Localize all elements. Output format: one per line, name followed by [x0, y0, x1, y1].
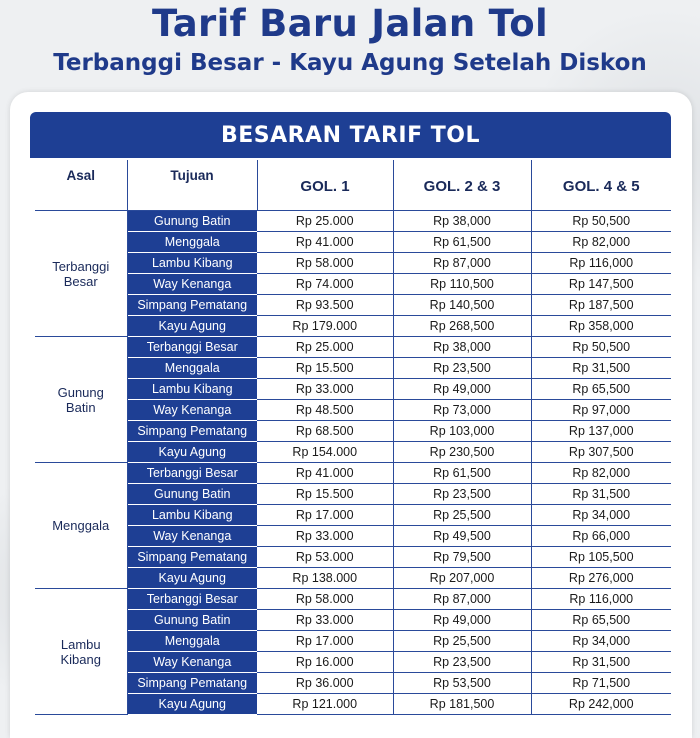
table-row [35, 526, 671, 547]
tariff-gol-4-5-cell: Rp 71,500 [531, 673, 671, 694]
origin-cell: Gunung Batin [35, 337, 127, 463]
header-tujuan: Tujuan [127, 160, 257, 211]
tariff-gol-4-5-cell: Rp 82,000 [531, 232, 671, 253]
destination-cell: Simpang Pematang [127, 547, 257, 568]
tariff-gol-2-3-cell: Rp 49,000 [393, 379, 531, 400]
destination-cell: Lambu Kibang [127, 505, 257, 526]
tariff-gol-2-3-cell: Rp 110,500 [393, 274, 531, 295]
destination-cell: Menggala [127, 631, 257, 652]
table-row [35, 589, 671, 610]
destination-cell: Terbanggi Besar [127, 589, 257, 610]
tariff-gol-2-3-cell: Rp 23,500 [393, 652, 531, 673]
destination-cell: Terbanggi Besar [127, 463, 257, 484]
table-row [35, 505, 671, 526]
destination-cell: Menggala [127, 358, 257, 379]
tariff-gol-4-5-cell: Rp 116,000 [531, 253, 671, 274]
tariff-gol-1-cell: Rp 58.000 [257, 253, 393, 274]
destination-cell: Kayu Agung [127, 694, 257, 715]
tariff-gol-1-cell: Rp 121.000 [257, 694, 393, 715]
tariff-gol-4-5-cell: Rp 31,500 [531, 358, 671, 379]
tariff-gol-2-3-cell: Rp 23,500 [393, 484, 531, 505]
tariff-gol-1-cell: Rp 33.000 [257, 610, 393, 631]
tariff-gol-2-3-cell: Rp 49,000 [393, 610, 531, 631]
destination-cell: Kayu Agung [127, 442, 257, 463]
tariff-gol-4-5-cell: Rp 187,500 [531, 295, 671, 316]
tariff-gol-4-5-cell: Rp 31,500 [531, 652, 671, 673]
destination-cell: Way Kenanga [127, 400, 257, 421]
header-gol-2-3: GOL. 2 & 3 [393, 160, 531, 211]
tariff-gol-2-3-cell: Rp 268,500 [393, 316, 531, 337]
table-row [35, 484, 671, 505]
tariff-gol-1-cell: Rp 179.000 [257, 316, 393, 337]
table-row [35, 379, 671, 400]
tariff-gol-4-5-cell: Rp 242,000 [531, 694, 671, 715]
destination-cell: Gunung Batin [127, 211, 257, 232]
tariff-gol-2-3-cell: Rp 87,000 [393, 589, 531, 610]
tariff-gol-4-5-cell: Rp 358,000 [531, 316, 671, 337]
table-row [35, 295, 671, 316]
tariff-gol-1-cell: Rp 33.000 [257, 379, 393, 400]
tariff-gol-1-cell: Rp 68.500 [257, 421, 393, 442]
header-gol-4-5: GOL. 4 & 5 [531, 160, 671, 211]
tariff-gol-1-cell: Rp 25.000 [257, 337, 393, 358]
tariff-gol-2-3-cell: Rp 79,500 [393, 547, 531, 568]
table-header-row [35, 160, 671, 211]
table-row [35, 547, 671, 568]
tariff-gol-1-cell: Rp 138.000 [257, 568, 393, 589]
tariff-gol-2-3-cell: Rp 140,500 [393, 295, 531, 316]
table-body [35, 211, 671, 715]
tariff-gol-4-5-cell: Rp 65,500 [531, 610, 671, 631]
tariff-gol-1-cell: Rp 58.000 [257, 589, 393, 610]
tariff-gol-2-3-cell: Rp 103,000 [393, 421, 531, 442]
destination-cell: Gunung Batin [127, 484, 257, 505]
tariff-gol-4-5-cell: Rp 137,000 [531, 421, 671, 442]
table-row [35, 673, 671, 694]
table-row [35, 421, 671, 442]
tariff-gol-1-cell: Rp 15.500 [257, 484, 393, 505]
tariff-gol-1-cell: Rp 15.500 [257, 358, 393, 379]
tariff-gol-2-3-cell: Rp 181,500 [393, 694, 531, 715]
tariff-banner: BESARAN TARIF TOL [30, 112, 671, 158]
table-row [35, 316, 671, 337]
tariff-gol-4-5-cell: Rp 276,000 [531, 568, 671, 589]
table-row [35, 274, 671, 295]
tariff-gol-1-cell: Rp 41.000 [257, 463, 393, 484]
destination-cell: Terbanggi Besar [127, 337, 257, 358]
tariff-gol-1-cell: Rp 16.000 [257, 652, 393, 673]
tariff-gol-4-5-cell: Rp 116,000 [531, 589, 671, 610]
destination-cell: Gunung Batin [127, 610, 257, 631]
tariff-gol-1-cell: Rp 93.500 [257, 295, 393, 316]
tariff-gol-4-5-cell: Rp 34,000 [531, 505, 671, 526]
tariff-gol-2-3-cell: Rp 230,500 [393, 442, 531, 463]
tariff-gol-4-5-cell: Rp 147,500 [531, 274, 671, 295]
table-row [35, 694, 671, 715]
tariff-gol-2-3-cell: Rp 207,000 [393, 568, 531, 589]
tariff-gol-4-5-cell: Rp 50,500 [531, 337, 671, 358]
tariff-gol-4-5-cell: Rp 31,500 [531, 484, 671, 505]
tariff-gol-1-cell: Rp 25.000 [257, 211, 393, 232]
destination-cell: Kayu Agung [127, 316, 257, 337]
destination-cell: Lambu Kibang [127, 379, 257, 400]
table-row [35, 211, 671, 232]
tariff-gol-2-3-cell: Rp 61,500 [393, 232, 531, 253]
destination-cell: Kayu Agung [127, 568, 257, 589]
destination-cell: Way Kenanga [127, 526, 257, 547]
table-row [35, 568, 671, 589]
tariff-table [35, 160, 671, 715]
page-subtitle: Terbanggi Besar - Kayu Agung Setelah Diskon [53, 50, 647, 76]
header-asal: Asal [35, 160, 127, 211]
tariff-gol-1-cell: Rp 48.500 [257, 400, 393, 421]
table-row [35, 610, 671, 631]
origin-cell: Lambu Kibang [35, 589, 127, 715]
destination-cell: Menggala [127, 232, 257, 253]
tariff-gol-2-3-cell: Rp 53,500 [393, 673, 531, 694]
tariff-gol-2-3-cell: Rp 49,500 [393, 526, 531, 547]
table-row [35, 400, 671, 421]
origin-cell: Menggala [35, 463, 127, 589]
tariff-gol-1-cell: Rp 41.000 [257, 232, 393, 253]
origin-cell: Terbanggi Besar [35, 211, 127, 337]
tariff-gol-2-3-cell: Rp 61,500 [393, 463, 531, 484]
table-row [35, 232, 671, 253]
tariff-gol-4-5-cell: Rp 66,000 [531, 526, 671, 547]
table-row [35, 631, 671, 652]
header-gol-1: GOL. 1 [257, 160, 393, 211]
tariff-gol-4-5-cell: Rp 307,500 [531, 442, 671, 463]
tariff-gol-4-5-cell: Rp 105,500 [531, 547, 671, 568]
table-row [35, 337, 671, 358]
tariff-gol-4-5-cell: Rp 34,000 [531, 631, 671, 652]
destination-cell: Simpang Pematang [127, 421, 257, 442]
destination-cell: Way Kenanga [127, 274, 257, 295]
destination-cell: Lambu Kibang [127, 253, 257, 274]
table-row [35, 358, 671, 379]
destination-cell: Way Kenanga [127, 652, 257, 673]
table-row [35, 463, 671, 484]
tariff-gol-2-3-cell: Rp 73,000 [393, 400, 531, 421]
tariff-gol-2-3-cell: Rp 87,000 [393, 253, 531, 274]
table-row [35, 652, 671, 673]
tariff-gol-1-cell: Rp 36.000 [257, 673, 393, 694]
tariff-gol-2-3-cell: Rp 38,000 [393, 211, 531, 232]
tariff-gol-1-cell: Rp 33.000 [257, 526, 393, 547]
tariff-gol-4-5-cell: Rp 97,000 [531, 400, 671, 421]
tariff-gol-4-5-cell: Rp 65,500 [531, 379, 671, 400]
tariff-gol-4-5-cell: Rp 50,500 [531, 211, 671, 232]
tariff-gol-1-cell: Rp 17.000 [257, 631, 393, 652]
tariff-gol-2-3-cell: Rp 38,000 [393, 337, 531, 358]
table-row [35, 253, 671, 274]
tariff-gol-1-cell: Rp 154.000 [257, 442, 393, 463]
table-row [35, 442, 671, 463]
page-title: Tarif Baru Jalan Tol [151, 2, 549, 45]
tariff-gol-2-3-cell: Rp 25,500 [393, 631, 531, 652]
destination-cell: Simpang Pematang [127, 673, 257, 694]
tariff-gol-2-3-cell: Rp 25,500 [393, 505, 531, 526]
tariff-gol-1-cell: Rp 74.000 [257, 274, 393, 295]
tariff-gol-2-3-cell: Rp 23,500 [393, 358, 531, 379]
tariff-gol-1-cell: Rp 17.000 [257, 505, 393, 526]
tariff-gol-1-cell: Rp 53.000 [257, 547, 393, 568]
destination-cell: Simpang Pematang [127, 295, 257, 316]
tariff-gol-4-5-cell: Rp 82,000 [531, 463, 671, 484]
